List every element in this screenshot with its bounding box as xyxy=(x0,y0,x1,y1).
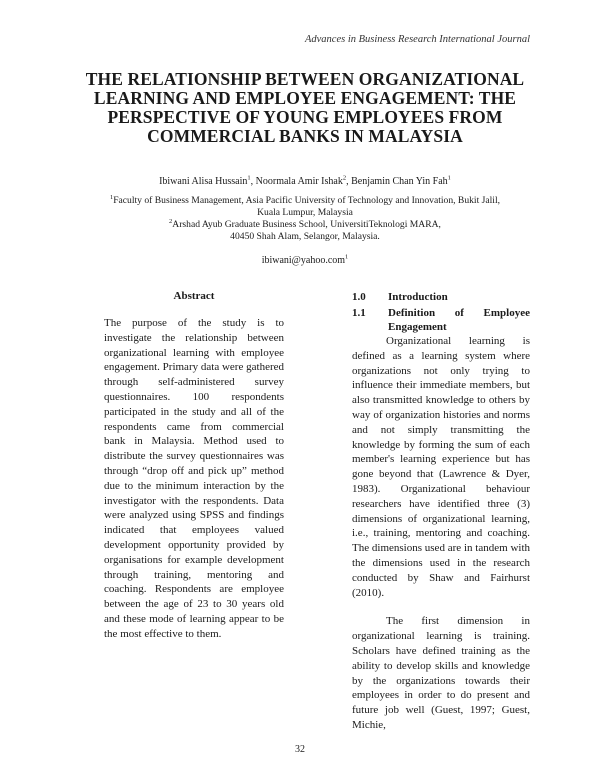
author-name: Noormala Amir Ishak xyxy=(255,176,343,187)
author-affil-mark: 1 xyxy=(447,174,451,182)
affiliation-text: Arshad Ayub Graduate Business School, UniversitiTeknologi MARA, xyxy=(172,219,441,230)
subsection-number: 1.1 xyxy=(352,307,366,319)
affiliation-line: 40450 Shah Alam, Selangor, Malaysia. xyxy=(230,231,380,242)
author-affil-mark: 1 xyxy=(247,174,251,182)
email-affil-mark: 1 xyxy=(345,253,349,261)
subsection-heading xyxy=(352,306,530,334)
author-name: Ibiwani Alisa Hussain xyxy=(159,176,248,187)
page-number: 32 xyxy=(295,744,305,755)
affiliation-mark: 2 xyxy=(169,217,173,225)
affiliation-mark: 1 xyxy=(109,193,114,201)
body-paragraph: Organizational learning is defined as a learning system where organizations not only trying to influence their immediate members, but also transmitted knowledge to others by way of organization histories and norms and not simply transmitting the knowledge by forming the sum of each member's learning experience but has gone beyond that (Lawrence & Dyer, 1983). Organizational behaviour researchers have identified three (3) dimensions of organizational learning, i.e., training, mentoring and coaching. The dimensions used are in tandem with the dimensions used in the research conducted by Shaw and Fairhurst (2010). xyxy=(352,335,530,599)
affiliation-line: Kuala Lumpur, Malaysia xyxy=(257,207,353,218)
affiliation-line xyxy=(60,219,550,231)
paper-title xyxy=(60,70,550,146)
affiliation-text: Faculty of Business Management, Asia Pacific University of Technology and Innovation, Bukit Jalil, xyxy=(113,195,501,206)
title-line: PERSPECTIVE OF YOUNG EMPLOYEES FROM xyxy=(107,107,503,127)
section-heading xyxy=(352,290,530,304)
title-line: COMMERCIAL BANKS IN MALAYSIA xyxy=(147,126,463,146)
title-line: THE RELATIONSHIP BETWEEN ORGANIZATIONAL xyxy=(85,69,525,89)
body-paragraph: The first dimension in organizational learning is training. Scholars have defined training as the ability to develop skills and knowledge by the organizations towards their employees in order to do present and future job well (Guest, 1997; Guest, Michie, xyxy=(352,615,530,731)
abstract-column xyxy=(104,290,284,642)
title-line: LEARNING AND EMPLOYEE ENGAGEMENT: THE xyxy=(93,88,517,108)
subsection-title xyxy=(388,306,530,334)
contact-email xyxy=(60,255,550,266)
affiliations xyxy=(60,195,550,243)
abstract-heading: Abstract xyxy=(173,290,215,302)
affiliation-line xyxy=(60,195,550,207)
section-title: Introduction xyxy=(388,291,448,303)
abstract-text: The purpose of the study is to investigate the relationship between organizational learning with employee engagement. Primary data were gathered through self-administered survey questionnaires. 100 respondents participated in the study and all of the respondents came from commercial bank in Malaysia. Method used to distribute the survey questionnaires was through “drop off and pick up” method due to the minimum interaction by the investigator with the respondents. Data were analyzed using SPSS and findings indicated that employees valued development opportunity provided by organisations for example development through training, mentoring and coaching. Respondents are employee between the age of 23 to 30 years old and these mode of learning appear to be the most effective to them. xyxy=(104,317,284,640)
author-name: Benjamin Chan Yin Fah xyxy=(351,176,448,187)
journal-header: Advances in Business Research International Journal xyxy=(304,34,530,45)
subsection-title-line: Engagement xyxy=(388,321,447,333)
subsection-title-line: Definition of Employee xyxy=(388,307,530,319)
author-affil-mark: 2 xyxy=(342,174,347,182)
author-list: Ibiwani Alisa Hussain$^1$, Noormala Amir Ishak$^2$, Benjamin Chan Yin Fah$^1$ xyxy=(159,174,451,187)
email-address: ibiwani@yahoo.com xyxy=(261,255,346,266)
body-column xyxy=(352,290,530,733)
section-number: 1.0 xyxy=(352,291,366,303)
